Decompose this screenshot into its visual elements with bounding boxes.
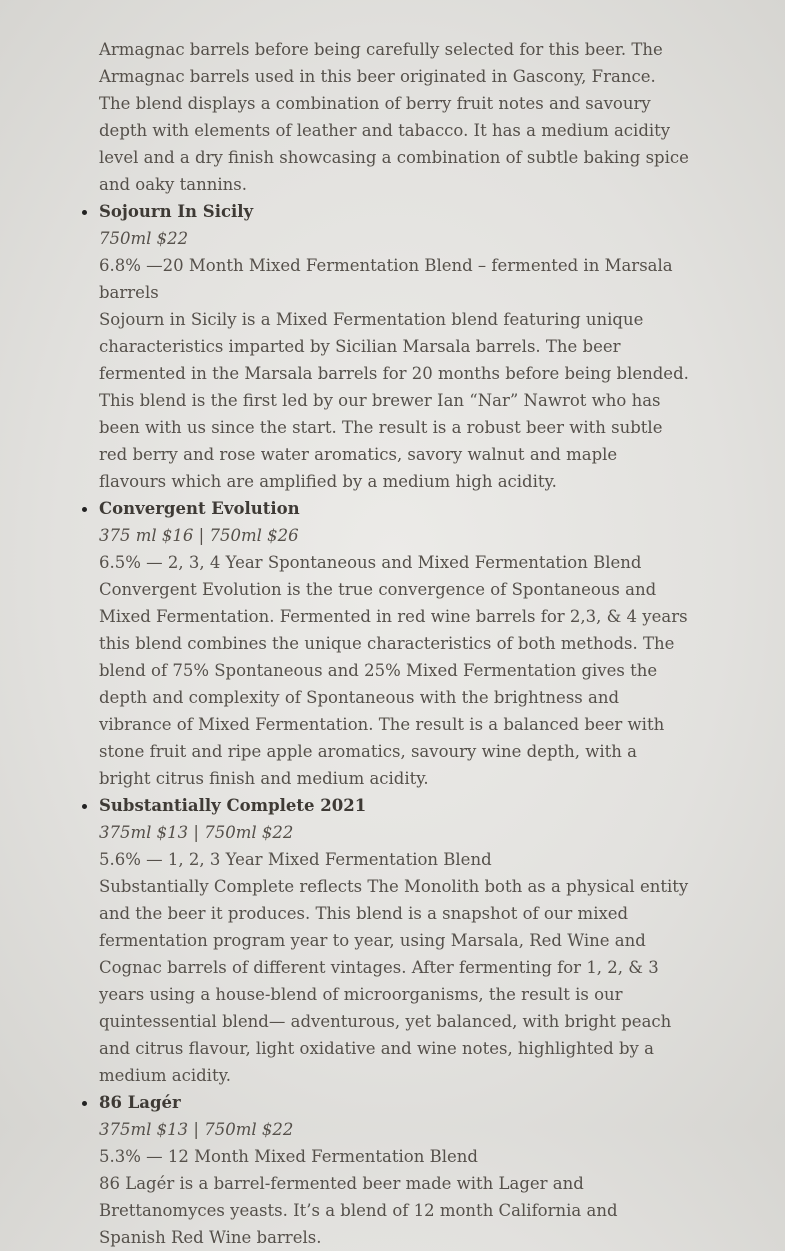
beer-price: 375ml $13 | 750ml $22 [99,1120,294,1139]
beer-item-86-lager [99,1089,689,1251]
beer-price: 375ml $13 | 750ml $22 [99,823,294,842]
beer-item-substantially-complete-2021 [99,792,689,1089]
beer-name: • Sojourn In Sicily [99,202,254,221]
beer-spec: 6.8% —20 Month Mixed Fermentation Blend – fermented in Marsala barrels [99,256,673,302]
beer-spec: 6.5% — 2, 3, 4 Year Spontaneous and Mixed Fermentation Blend [99,553,642,572]
beer-description: Convergent Evolution is the true convergence of Spontaneous and Mixed Fermentation. Fermented in red wine barrels for 2,3, & 4 years this blend combines the unique characteristics of both methods. The blend of 75% Spontaneous and 25% Mixed Fermentation gives the depth and complexity of Spontaneous with the brightness and vibrance of Mixed Fermentation. The result is a balanced beer with stone fruit and ripe apple aromatics, savoury wine depth, with a bright citrus finish and medium acidity. [99,580,688,788]
beer-item-sojourn-in-sicily [99,198,689,495]
beer-name: • Convergent Evolution [99,499,300,518]
beer-description: 86 Lagér is a barrel-fermented beer made with Lager and Brettanomyces yeasts. It’s a blend of 12 month California and Spanish Red Wine barrels. [99,1174,618,1247]
previous-beer-description [99,0,689,198]
beer-price: 375 ml $16 | 750ml $26 [99,526,299,545]
beer-menu [99,0,689,1251]
beer-name: • Substantially Complete 2021 [99,796,367,815]
beer-item-convergent-evolution [99,495,689,792]
beer-name: • 86 Lagér [99,1093,181,1112]
previous-beer-description-text: Armagnac barrels before being carefully selected for this beer. The Armagnac barrels used in this beer originated in Gascony, France. The blend displays a combination of berry fruit notes and savoury depth with elements of leather and tabacco. It has a medium acidity level and a dry finish showcasing a combination of subtle baking spice and oaky tannins. [99,40,689,194]
beer-description: Substantially Complete reflects The Monolith both as a physical entity and the beer it produces. This blend is a snapshot of our mixed fermentation program year to year, using Marsala, Red Wine and Cognac barrels of different vintages. After fermenting for 1, 2, & 3 years using a house-blend of microorganisms, the result is our quintessential blend— adventurous, yet balanced, with bright peach and citrus flavour, light oxidative and wine notes, highlighted by a medium acidity. [99,877,689,1085]
beer-spec: 5.6% — 1, 2, 3 Year Mixed Fermentation Blend [99,850,492,869]
beer-price: 750ml $22 [99,229,189,248]
beer-list [99,198,689,1251]
beer-spec: 5.3% — 12 Month Mixed Fermentation Blend [99,1147,478,1166]
beer-description: Sojourn in Sicily is a Mixed Fermentation blend featuring unique characteristics imparted by Sicilian Marsala barrels. The beer fermented in the Marsala barrels for 20 months before being blended. This blend is the first led by our brewer Ian “Nar” Nawrot who has been with us since the start. The result is a robust beer with subtle red berry and rose water aromatics, savory walnut and maple flavours which are amplified by a medium high acidity. [99,310,689,491]
